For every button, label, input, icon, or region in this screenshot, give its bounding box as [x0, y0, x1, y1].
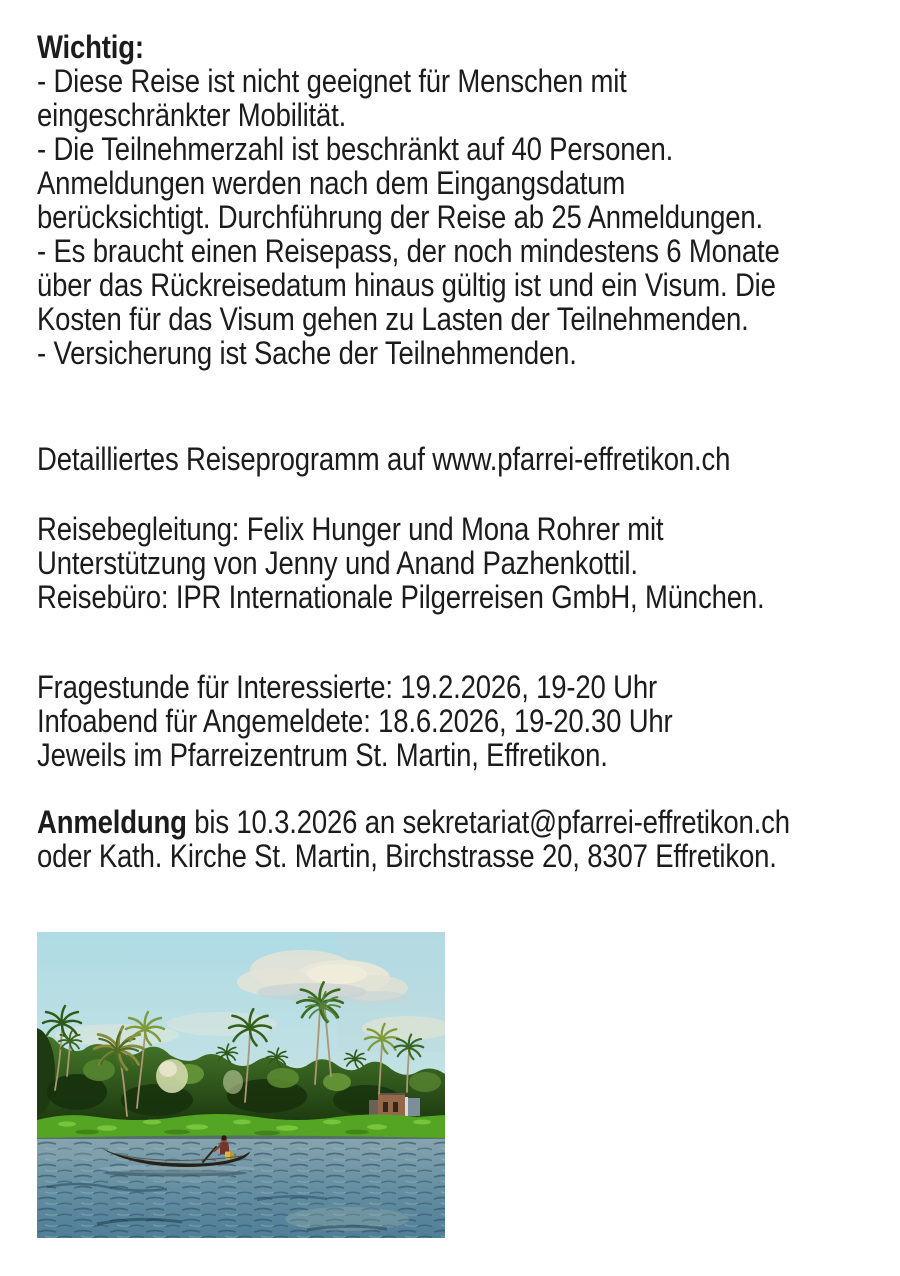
backwaters-illustration [37, 932, 445, 1238]
paragraph-reiseprogramm [37, 442, 900, 476]
text-line: Reisebegleitung: Felix Hunger und Mona Rohrer mit [37, 511, 664, 547]
text-line: eingeschränkter Mobilität. [37, 97, 347, 133]
paragraph-anmeldung [37, 805, 900, 873]
text-line: Kosten für das Visum gehen zu Lasten der Teilnehmenden. [37, 301, 749, 337]
wichtig-heading: Wichtig: [37, 29, 144, 65]
paragraph-wichtig [37, 30, 900, 370]
text-content [37, 30, 900, 873]
text-line: Unterstützung von Jenny und Anand Pazhenkottil. [37, 545, 638, 581]
photo-backwaters [37, 932, 445, 1238]
text-line: Jeweils im Pfarreizentrum St. Martin, Effretikon. [37, 737, 608, 773]
anmeldung-line-1 [37, 805, 900, 839]
text-line: - Es braucht einen Reisepass, der noch mindestens 6 Monate [37, 233, 780, 269]
paragraph-termine [37, 670, 900, 772]
anmeldung-line-2: oder Kath. Kirche St. Martin, Birchstrasse 20, 8307 Effretikon. [37, 838, 777, 874]
anmeldung-rest: bis 10.3.2026 an sekretariat@pfarrei-effretikon.ch [186, 804, 790, 840]
text-line: - Diese Reise ist nicht geeignet für Menschen mit [37, 63, 627, 99]
text-line: Infoabend für Angemeldete: 18.6.2026, 19-20.30 Uhr [37, 703, 673, 739]
text-line: Reisebüro: IPR Internationale Pilgerreisen GmbH, München. [37, 579, 765, 615]
text-line: Anmeldungen werden nach dem Eingangsdatum [37, 165, 626, 201]
text-line: - Versicherung ist Sache der Teilnehmenden. [37, 335, 577, 371]
text-line: Fragestunde für Interessierte: 19.2.2026, 19-20 Uhr [37, 669, 657, 705]
text-line: berücksichtigt. Durchführung der Reise ab 25 Anmeldungen. [37, 199, 764, 235]
reiseprogramm-url-line: Detailliertes Reiseprogramm auf www.pfarrei-effretikon.ch [37, 441, 731, 477]
text-line: über das Rückreisedatum hinaus gültig ist und ein Visum. Die [37, 267, 776, 303]
grass-bank [37, 1114, 445, 1138]
water [37, 1135, 445, 1238]
anmeldung-bold: Anmeldung [37, 804, 187, 840]
text-line: - Die Teilnehmerzahl ist beschränkt auf 40 Personen. [37, 131, 674, 167]
paragraph-reisebegleitung [37, 512, 900, 614]
